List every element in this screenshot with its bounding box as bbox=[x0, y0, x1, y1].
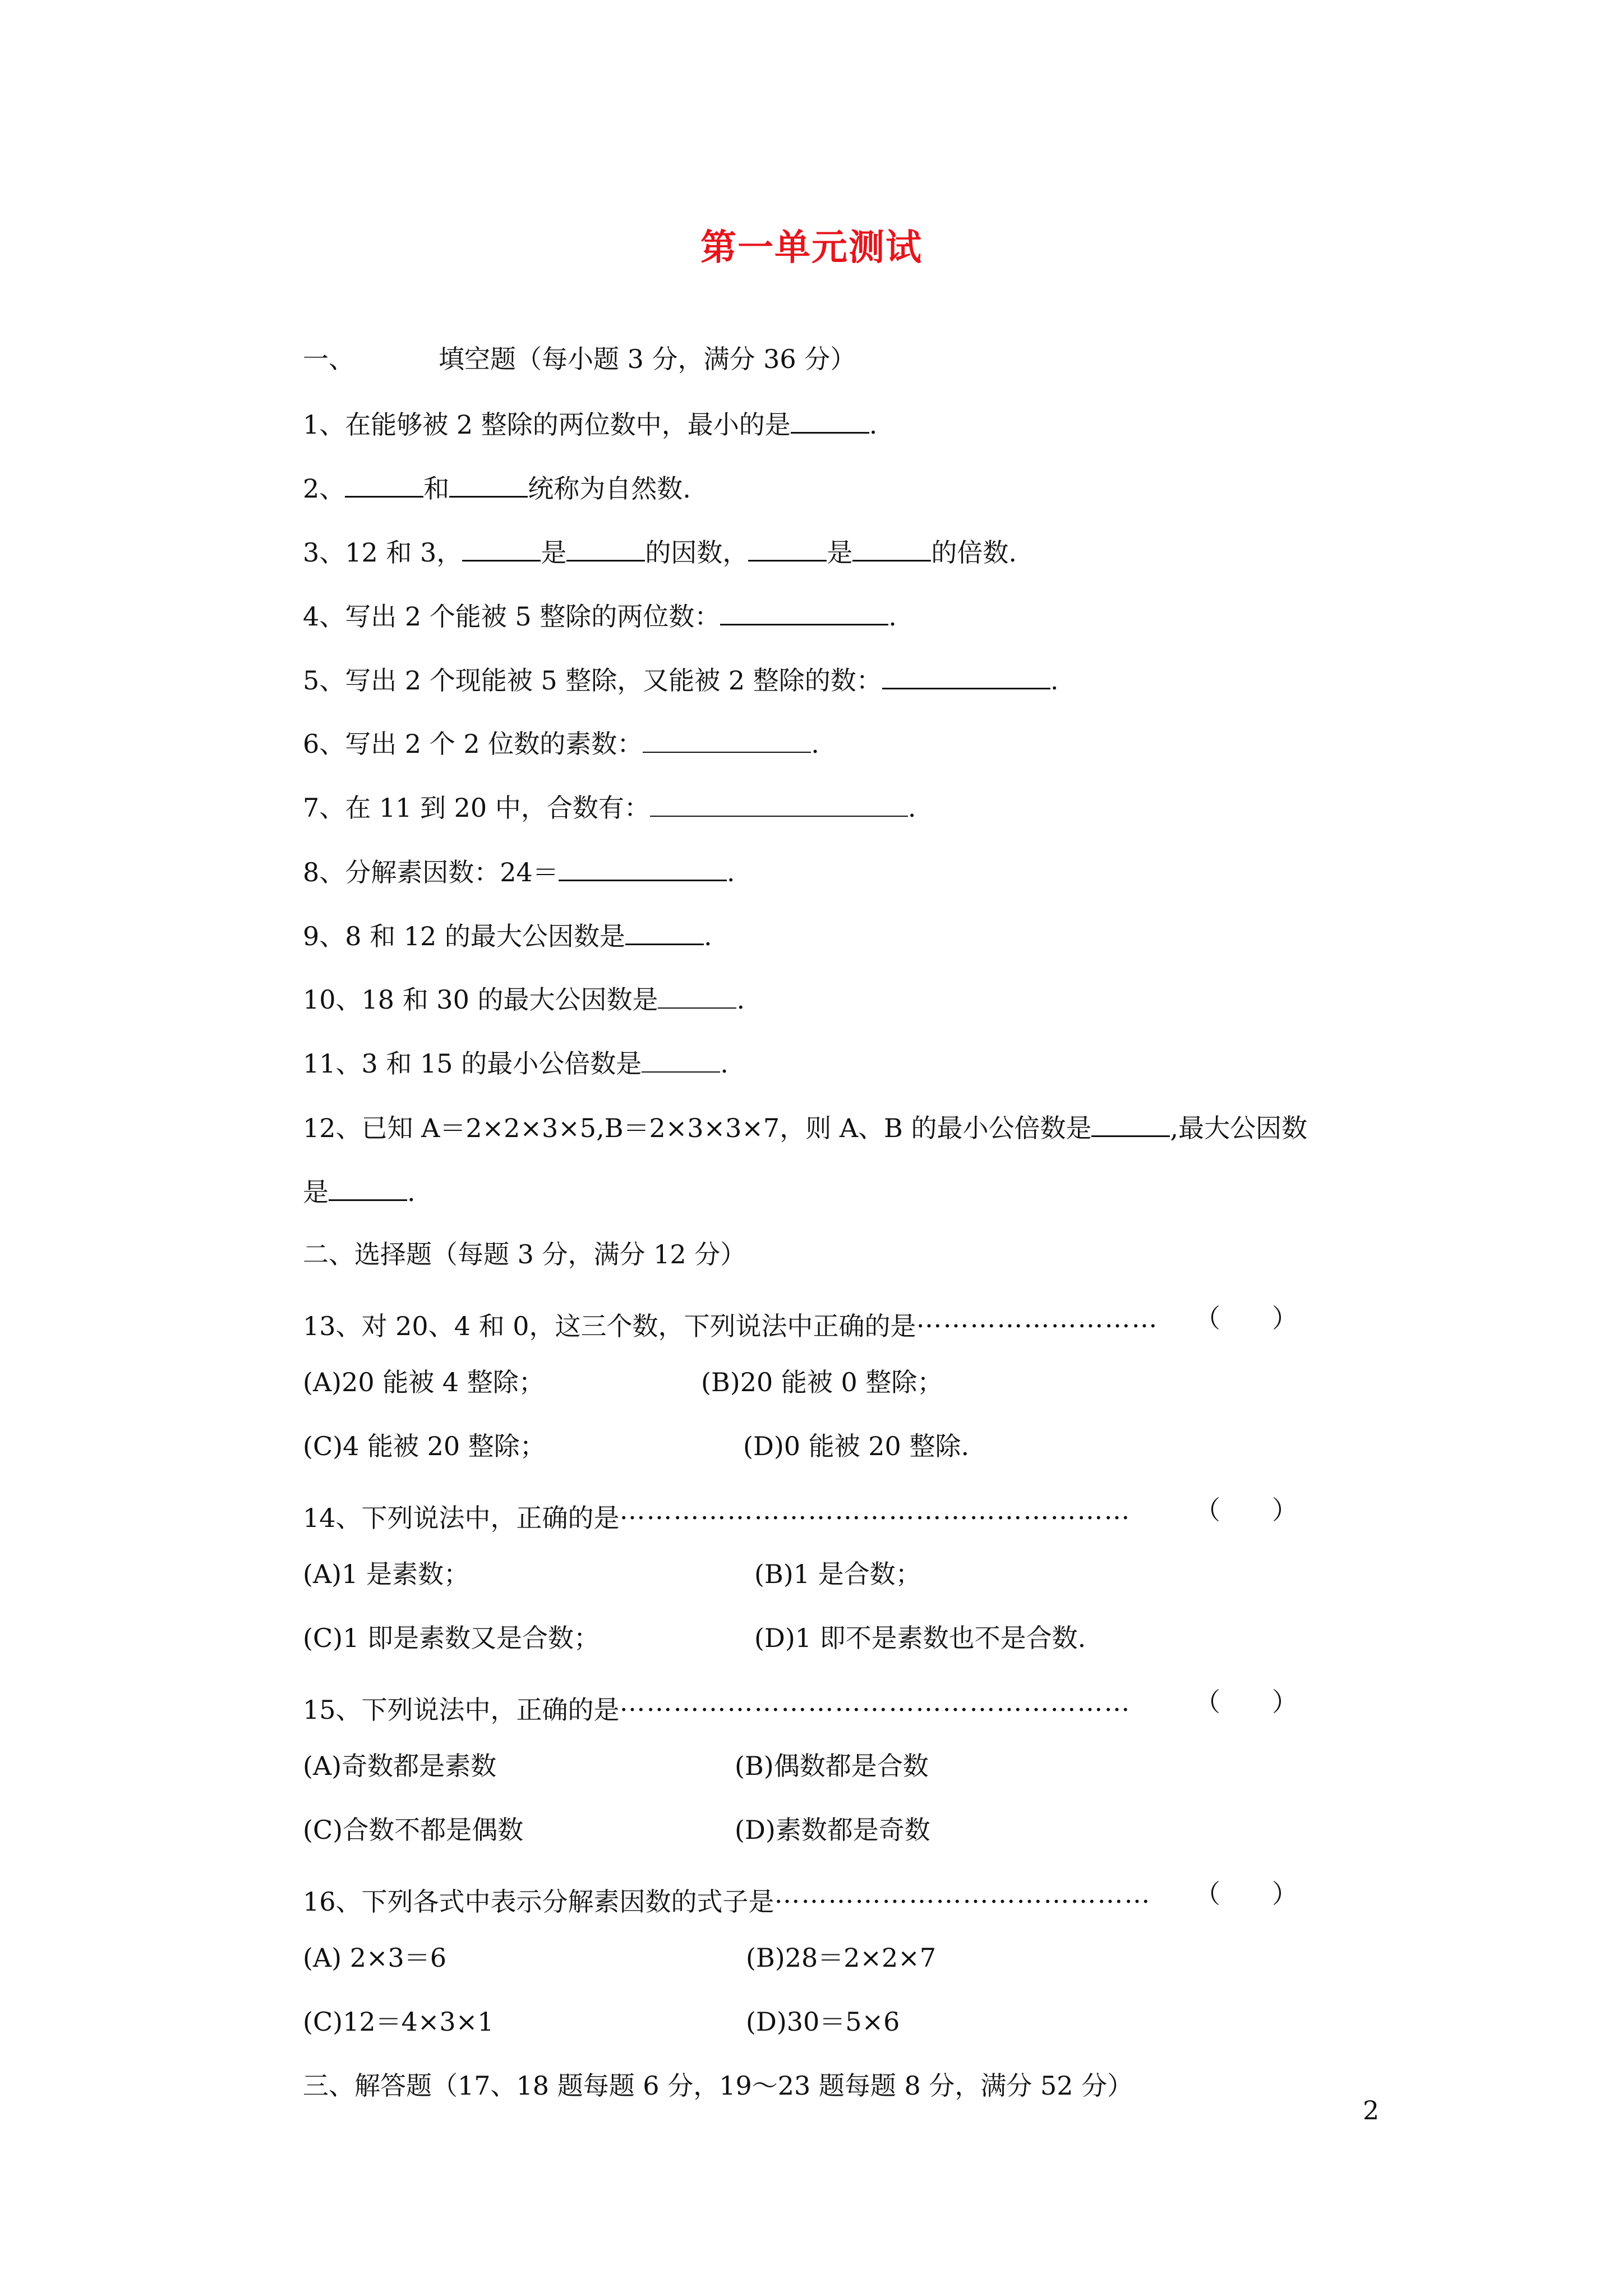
question-13 bbox=[303, 1301, 1158, 1343]
question-6-end: . bbox=[811, 729, 819, 759]
option-b[interactable]: (B)偶数都是合数 bbox=[735, 1751, 929, 1781]
answer-blank[interactable] bbox=[720, 598, 888, 625]
question-1 bbox=[303, 406, 877, 441]
question-2-end: 统称为自然数. bbox=[528, 473, 691, 504]
question-6 bbox=[303, 726, 819, 761]
answer-parenthesis[interactable]: （ ） bbox=[1195, 1495, 1298, 1525]
option-a[interactable]: (A) 2×3＝6 bbox=[303, 1943, 447, 1973]
answer-parenthesis[interactable]: （ ） bbox=[1195, 1879, 1298, 1909]
leader-dots: …………………………………… bbox=[774, 1879, 1151, 1909]
question-3-part: 的因数， bbox=[645, 537, 749, 568]
question-7-text: 7、在 11 到 20 中，合数有： bbox=[303, 793, 650, 823]
question-10-end: . bbox=[736, 984, 745, 1015]
question-9-text: 9、8 和 12 的最大公因数是 bbox=[303, 921, 625, 951]
question-8-end: . bbox=[726, 857, 735, 887]
page-number: 2 bbox=[1363, 2095, 1380, 2125]
answer-blank[interactable] bbox=[882, 662, 1050, 689]
answer-blank[interactable] bbox=[852, 534, 931, 562]
question-8-text: 8、分解素因数：24＝ bbox=[303, 857, 559, 887]
question-9-end: . bbox=[703, 921, 712, 951]
question-12-text: 12、已知 A＝2×2×3×5,B＝2×3×3×7，则 A、B 的最小公倍数是 bbox=[303, 1113, 1092, 1143]
answer-blank[interactable] bbox=[642, 1046, 720, 1073]
section-1-text: 填空题（每小题 3 分，满分 36 分） bbox=[439, 344, 856, 374]
question-12-mid: ,最大公因数 bbox=[1170, 1113, 1308, 1143]
question-13-text: 13、对 20、4 和 0，这三个数，下列说法中正确的是 bbox=[303, 1311, 916, 1341]
question-12-end: . bbox=[407, 1177, 416, 1207]
question-15-text: 15、下列说法中，正确的是 bbox=[303, 1695, 620, 1725]
option-c[interactable]: (C)4 能被 20 整除； bbox=[303, 1431, 546, 1461]
question-12-continued bbox=[303, 1174, 416, 1209]
leader-dots: ……………………… bbox=[916, 1303, 1159, 1333]
question-11 bbox=[303, 1046, 728, 1080]
question-3 bbox=[303, 534, 1017, 569]
answer-blank[interactable] bbox=[1091, 1110, 1170, 1137]
question-2 bbox=[303, 470, 691, 505]
section-3-heading: 三、解答题（17、18 题每题 6 分，19～23 题每题 8 分，满分 52 分） bbox=[303, 2070, 1133, 2101]
answer-blank[interactable] bbox=[559, 854, 727, 881]
option-b[interactable]: (B)1 是合数； bbox=[754, 1559, 921, 1589]
option-d[interactable]: (D)素数都是奇数 bbox=[735, 1815, 930, 1845]
question-14-text: 14、下列说法中，正确的是 bbox=[303, 1503, 620, 1533]
question-3-part: 是 bbox=[541, 537, 567, 568]
option-c[interactable]: (C)合数不都是偶数 bbox=[303, 1815, 524, 1845]
answer-blank[interactable] bbox=[329, 1174, 407, 1201]
leader-dots: ………………………………………………… bbox=[619, 1687, 1131, 1717]
answer-blank[interactable] bbox=[643, 726, 811, 753]
question-14 bbox=[303, 1493, 1131, 1535]
question-11-text: 11、3 和 15 的最小公倍数是 bbox=[303, 1048, 642, 1079]
option-a[interactable]: (A)1 是素数； bbox=[303, 1559, 470, 1589]
question-16 bbox=[303, 1877, 1151, 1918]
option-d[interactable]: (D)0 能被 20 整除. bbox=[743, 1431, 970, 1461]
answer-blank[interactable] bbox=[625, 918, 704, 945]
answer-blank[interactable] bbox=[748, 534, 827, 562]
section-2-heading: 二、选择题（每题 3 分，满分 12 分） bbox=[303, 1239, 746, 1269]
answer-parenthesis[interactable]: （ ） bbox=[1195, 1303, 1298, 1333]
question-12-line2: 是 bbox=[303, 1177, 329, 1207]
question-10-text: 10、18 和 30 的最大公因数是 bbox=[303, 984, 658, 1015]
question-7 bbox=[303, 790, 916, 825]
answer-blank[interactable] bbox=[566, 534, 645, 562]
option-b[interactable]: (B)20 能被 0 整除； bbox=[701, 1367, 943, 1397]
question-5-end: . bbox=[1050, 665, 1059, 696]
section-1-heading bbox=[303, 342, 856, 376]
question-3-part: 是 bbox=[827, 537, 853, 568]
option-a[interactable]: (A)20 能被 4 整除； bbox=[303, 1367, 545, 1397]
leader-dots: ………………………………………………… bbox=[619, 1495, 1131, 1525]
question-4 bbox=[303, 598, 897, 633]
answer-blank[interactable] bbox=[650, 790, 908, 817]
section-1-number: 一、 bbox=[303, 344, 354, 374]
page-title: 第一单元测试 bbox=[700, 227, 923, 269]
question-3-end: 的倍数. bbox=[931, 537, 1017, 568]
question-2-text: 2、 bbox=[303, 473, 345, 504]
answer-blank[interactable] bbox=[449, 470, 528, 498]
answer-blank[interactable] bbox=[791, 406, 869, 434]
question-4-text: 4、写出 2 个能被 5 整除的两位数： bbox=[303, 601, 721, 632]
question-7-end: . bbox=[907, 793, 916, 823]
option-c[interactable]: (C)1 即是素数又是合数； bbox=[303, 1623, 600, 1653]
question-2-mid: 和 bbox=[423, 473, 450, 504]
question-1-text: 1、在能够被 2 整除的两位数中，最小的是 bbox=[303, 409, 791, 440]
question-15 bbox=[303, 1685, 1131, 1727]
answer-blank[interactable] bbox=[462, 534, 541, 562]
option-c[interactable]: (C)12＝4×3×1 bbox=[303, 2007, 494, 2037]
question-5 bbox=[303, 662, 1058, 697]
question-11-end: . bbox=[720, 1048, 728, 1079]
question-8 bbox=[303, 854, 735, 889]
option-d[interactable]: (D)30＝5×6 bbox=[746, 2007, 900, 2037]
option-d[interactable]: (D)1 即不是素数也不是合数. bbox=[754, 1623, 1086, 1653]
question-3-text: 3、12 和 3， bbox=[303, 537, 463, 568]
question-12 bbox=[303, 1110, 1307, 1145]
question-6-text: 6、写出 2 个 2 位数的素数： bbox=[303, 729, 643, 759]
question-4-end: . bbox=[888, 601, 897, 632]
question-5-text: 5、写出 2 个现能被 5 整除，又能被 2 整除的数： bbox=[303, 665, 882, 696]
answer-blank[interactable] bbox=[345, 470, 423, 498]
answer-parenthesis[interactable]: （ ） bbox=[1195, 1687, 1298, 1717]
question-16-text: 16、下列各式中表示分解素因数的式子是 bbox=[303, 1887, 774, 1917]
question-10 bbox=[303, 982, 745, 1016]
option-b[interactable]: (B)28＝2×2×7 bbox=[746, 1943, 937, 1973]
answer-blank[interactable] bbox=[658, 982, 736, 1009]
option-a[interactable]: (A)奇数都是素数 bbox=[303, 1751, 497, 1781]
question-1-end: . bbox=[869, 409, 878, 440]
question-9 bbox=[303, 918, 712, 953]
